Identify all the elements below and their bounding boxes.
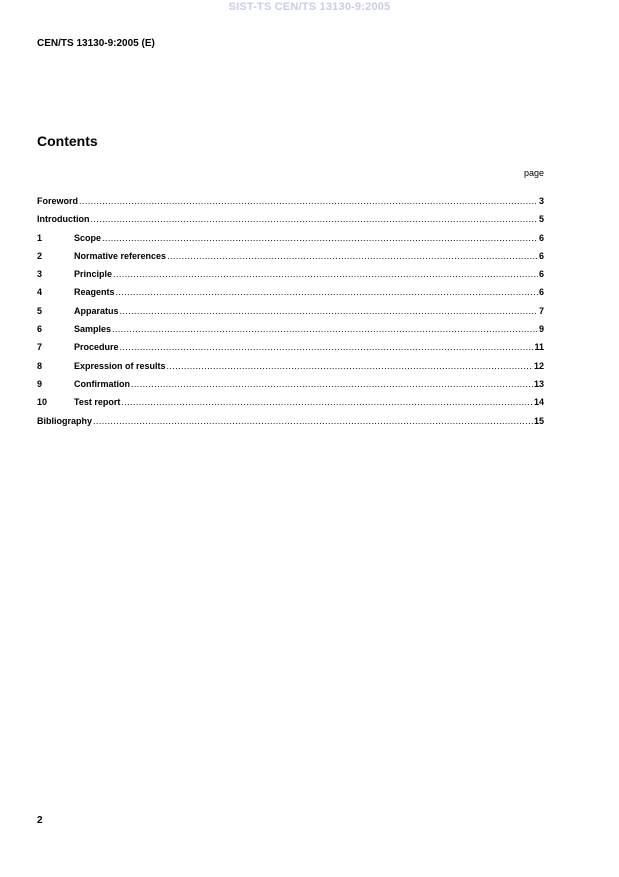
toc-entry-foreword[interactable] — [37, 196, 544, 214]
toc-entry-title: Expression of results — [74, 360, 166, 371]
toc-entry-page: 5 — [538, 214, 544, 225]
toc-leader-dots — [116, 287, 538, 297]
toc-entry-title: Procedure — [74, 342, 119, 353]
toc-entry-procedure[interactable] — [37, 342, 544, 360]
toc-entry-title: Scope — [74, 232, 102, 243]
toc-leader-dots — [79, 196, 538, 206]
page-column-label: page — [523, 168, 544, 178]
toc-entry-page: 14 — [533, 397, 544, 408]
toc-entry-number: 4 — [37, 287, 43, 298]
toc-entry-number: 1 — [37, 232, 43, 243]
watermark: SIST-TS CEN/TS 13130-9:2005 — [228, 1, 391, 13]
toc-entry-page: 6 — [538, 232, 544, 243]
page-number: 2 — [37, 815, 43, 826]
toc-entry-title: Principle — [74, 269, 113, 280]
toc-leader-dots — [112, 324, 538, 334]
toc-entry-reagents[interactable] — [37, 287, 544, 305]
toc-entry-page: 3 — [538, 196, 544, 206]
toc-entry-apparatus[interactable] — [37, 306, 544, 324]
toc-entry-number: 3 — [37, 269, 43, 280]
toc-entry-title: Apparatus — [74, 305, 119, 316]
toc-entry-samples[interactable] — [37, 324, 544, 342]
toc-entry-confirmation[interactable] — [37, 379, 544, 397]
toc-entry-page: 11 — [534, 342, 544, 353]
toc-entry-page: 6 — [538, 250, 544, 261]
toc-entry-title: Foreword — [37, 196, 79, 206]
toc-entry-page: 12 — [533, 360, 544, 371]
toc-entry-page: 13 — [533, 378, 544, 389]
toc-leader-dots — [113, 269, 538, 279]
toc-entry-page: 6 — [538, 287, 544, 298]
toc-entry-number: 7 — [37, 342, 43, 353]
toc-entry-number: 6 — [37, 324, 43, 335]
toc-entry-page: 7 — [538, 305, 544, 316]
toc-entry-number: 8 — [37, 360, 43, 371]
contents-heading: Contents — [37, 133, 98, 149]
toc-leader-dots — [167, 361, 533, 371]
toc-entry-bibliography[interactable] — [37, 416, 544, 434]
toc-entry-principle[interactable] — [37, 269, 544, 287]
toc-leader-dots — [131, 379, 533, 389]
toc-entry-title: Bibliography — [37, 415, 93, 426]
toc-leader-dots — [102, 233, 538, 243]
toc-entry-expression-of-results[interactable] — [37, 361, 544, 379]
toc-entry-title: Test report — [74, 397, 121, 408]
toc-entry-title: Normative references — [74, 250, 167, 261]
toc-entry-number: 10 — [37, 397, 48, 408]
toc-entry-number: 2 — [37, 250, 43, 261]
document-id: CEN/TS 13130-9:2005 (E) — [37, 38, 155, 49]
toc-entry-normative-references[interactable] — [37, 251, 544, 269]
toc-leader-dots — [120, 342, 534, 352]
toc-leader-dots — [91, 214, 538, 224]
toc-entry-number: 9 — [37, 378, 43, 389]
toc-entry-number: 5 — [37, 305, 43, 316]
toc-entry-scope[interactable] — [37, 233, 544, 251]
toc-entry-page: 6 — [538, 269, 544, 280]
toc-entry-title: Samples — [74, 324, 112, 335]
toc-leader-dots — [121, 397, 533, 407]
toc-entry-introduction[interactable] — [37, 214, 544, 232]
toc-entry-test-report[interactable] — [37, 397, 544, 415]
toc-leader-dots — [93, 416, 533, 426]
toc-entry-page: 15 — [533, 415, 544, 426]
table-of-contents — [37, 196, 544, 434]
toc-entry-title: Introduction — [37, 214, 90, 225]
toc-leader-dots — [120, 306, 538, 316]
toc-entry-title: Reagents — [74, 287, 115, 298]
toc-entry-title: Confirmation — [74, 378, 130, 389]
toc-leader-dots — [167, 251, 538, 261]
toc-entry-page: 9 — [538, 324, 544, 335]
